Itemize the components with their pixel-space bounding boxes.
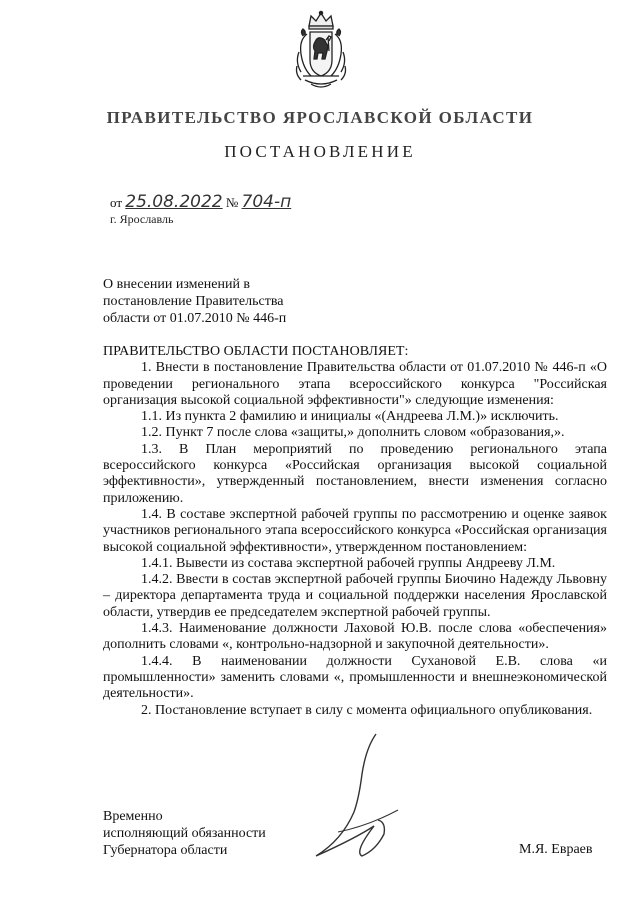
document-date: 25.08.2022 xyxy=(125,192,223,212)
signatory-name: М.Я. Евраев xyxy=(519,842,593,857)
paragraph-2: 2. Постановление вступает в силу с момента официального опубликования. xyxy=(141,702,593,718)
coat-of-arms-icon xyxy=(289,10,353,96)
handwritten-signature xyxy=(298,728,418,858)
city-label: г. Ярославль xyxy=(110,212,174,226)
document-body xyxy=(103,344,607,719)
subject-line: О внесении изменений в xyxy=(103,277,251,292)
paragraph-1-4-4: 1.4.4. В наименовании должности Сухановой Е.В. слова «и промышленности» заменить словами «, промышленности и внешнеэкономической деятельности». xyxy=(103,653,607,702)
paragraph-1-4: 1.4. В составе экспертной рабочей группы по рассмотрению и оценке заявок участников регионального этапа всероссийского конкурса «Российская организация высокой социальной эффективности», утвержденном постановлением: xyxy=(103,506,607,555)
paragraph-1: 1. Внести в постановление Правительства области от 01.07.2010 № 446-п «О проведении регионального этапа всероссийского конкурса "Российская организация высокой социальной эффективности"» следующие изменения: xyxy=(103,360,607,408)
resolution-heading: ПРАВИТЕЛЬСТВО ОБЛАСТИ ПОСТАНОВЛЯЕТ: xyxy=(103,344,409,359)
signatory-block xyxy=(103,808,266,859)
date-prefix: от xyxy=(110,195,123,210)
paragraph-1-4-1: 1.4.1. Вывести из состава экспертной рабочей группы Андрееву Л.М. xyxy=(141,555,556,571)
signatory-line: исполняющий обязанности xyxy=(103,826,266,841)
document-number: 704-п xyxy=(241,192,292,212)
paragraph-1-1: 1.1. Из пункта 2 фамилию и инициалы «(Андреева Л.М.)» исключить. xyxy=(141,409,559,425)
signatory-line: Губернатора области xyxy=(103,843,228,858)
paragraph-1-2: 1.2. Пункт 7 после слова «защиты,» дополнить словом «образования,». xyxy=(141,425,565,441)
paragraph-1-4-2: 1.4.2. Ввести в состав экспертной рабочей группы Биочино Надежду Львовну – директора департамента труда и социальной поддержки населения Ярославской области, утвердив ее председателем экспертной рабочей группы. xyxy=(103,572,607,620)
subject-line: постановление Правительства xyxy=(103,294,284,309)
signatory-line: Временно xyxy=(103,809,163,824)
subject-line: области от 01.07.2010 № 446-п xyxy=(103,311,287,326)
government-title: ПРАВИТЕЛЬСТВО ЯРОСЛАВСКОЙ ОБЛАСТИ xyxy=(106,108,534,127)
document-subject xyxy=(103,276,286,327)
document-date-number xyxy=(110,192,291,212)
number-sign: № xyxy=(225,195,239,210)
paragraph-1-3: 1.3. В План мероприятий по проведению регионального этапа всероссийского конкурса «Российская организация высокой социальной эффективности», утвержденный постановлением, внести изменения согласно приложению. xyxy=(103,441,607,506)
paragraph-1-4-3: 1.4.3. Наименование должности Лаховой Ю.В. после слова «обеспечения» дополнить словами «, контрольно-надзорной и закупочной деятельности». xyxy=(103,621,607,653)
document-type-title: ПОСТАНОВЛЕНИЕ xyxy=(224,142,416,161)
